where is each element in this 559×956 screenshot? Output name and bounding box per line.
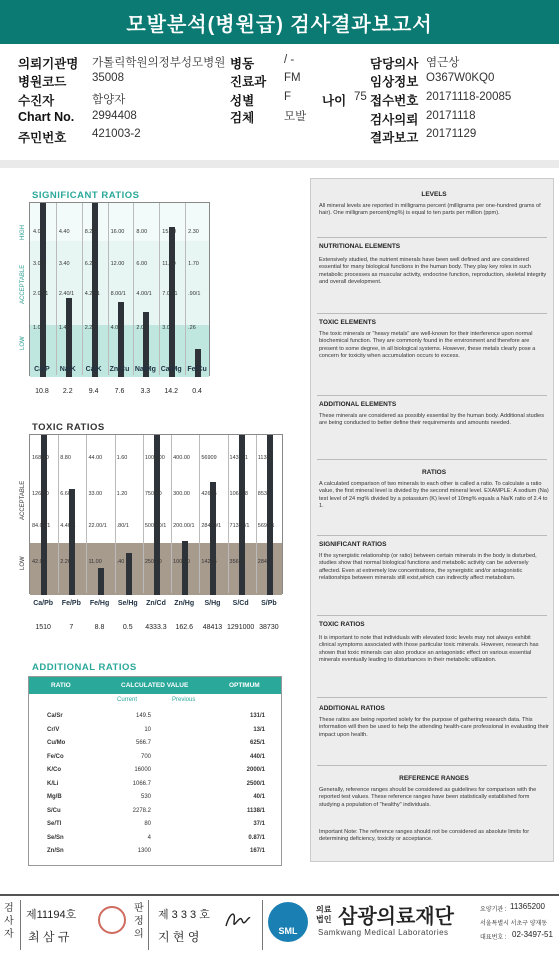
ratio-current: 1300	[137, 848, 151, 854]
report-title: 모발분석(병원급) 검사결과보고서	[0, 0, 559, 44]
tox-xlabel: Se/Hg	[117, 600, 138, 607]
sig-zone-low: LOW	[20, 336, 26, 350]
tox-value: 8.8	[94, 624, 105, 631]
address: 서울특별시 서초구 양재동	[480, 921, 548, 927]
ref-text: Generally, reference ranges should be considered as guidelines for comparison with the reported test values. These reference ranges have been statistically established form studying a population of "healthy" individuals.	[319, 787, 537, 808]
notes-panel	[310, 178, 554, 862]
ratio-name: K/Li	[47, 780, 59, 787]
tox-tick: .40	[116, 559, 125, 565]
toxic-chart	[29, 434, 283, 594]
tox-tick: 400.00	[173, 455, 190, 461]
chart-label: Chart No.	[18, 110, 75, 124]
ratio-name: Se/Tl	[47, 821, 62, 827]
sig-tick: 2.40/1	[58, 291, 75, 297]
chart-value: 2994408	[92, 110, 137, 122]
tox-tick: 143321	[229, 455, 248, 461]
tox-value: 1510	[35, 624, 51, 631]
age-value: 75	[354, 91, 367, 103]
approver-label: 판정의	[134, 903, 144, 940]
sig-text: If the synergistic relationship (or ratio) between certain minerals in the body is disturbed, studies show that normal biological functions and metabolic activity can be adversely affected. Even at extremely low concentrations, the synergistic and/or antagonistic relationships between minerals still exist,which can indirectly affect metabolism.	[319, 553, 537, 582]
significant-chart	[29, 202, 210, 376]
sig-tick: 8.20	[84, 229, 96, 235]
sig-tick: 2.00/1	[33, 291, 49, 297]
sig-col-divider	[56, 203, 57, 375]
sex-label: 성별	[230, 94, 255, 108]
ratio-optimum: 2500/1	[246, 780, 265, 787]
tox-xlabel: Fe/Hg	[89, 600, 110, 607]
specimen-value: 모발	[284, 111, 307, 123]
significant-title: SIGNIFICANT RATIOS	[32, 190, 140, 201]
tox-tick: 33.00	[88, 491, 103, 497]
specimen-label: 검체	[230, 111, 255, 125]
sig-tick: 4.20/1	[84, 291, 100, 297]
sig-tick: 8.00/1	[110, 291, 126, 297]
ratio-current: 80	[144, 821, 151, 827]
clinical-label: 임상정보	[370, 75, 419, 89]
report-label: 결과보고	[370, 131, 419, 145]
section-divider	[0, 160, 559, 168]
sig-xlabel: Ca/P	[34, 366, 50, 373]
approver-signature	[222, 906, 252, 936]
ratio-current: 1066.7	[132, 780, 151, 787]
sig-col-divider	[185, 203, 186, 375]
sig-tick: 12.00	[110, 261, 125, 267]
tox-value: 38730	[259, 624, 279, 631]
sig-xlabel: Ca/Mg	[160, 366, 182, 373]
tox-tick: 22.00/1	[88, 523, 107, 529]
sig-xlabel: Ca/K	[85, 366, 102, 373]
sig-col-divider	[159, 203, 160, 375]
tox-xlabel: S/Hg	[204, 600, 221, 607]
sig-tick: 1.70	[188, 261, 199, 267]
ratio-optimum: 2000/1	[246, 767, 265, 773]
ratio-name: Mg/B	[47, 794, 62, 800]
sig-xlabel: Zn/Cu	[109, 366, 130, 373]
tox-value: 48413	[202, 624, 223, 631]
toxic-text: The toxic minerals or "heavy metals" are well-known for their interference upon normal biochemical function. They are commonly found in the environment and therefore are present to some degree, in all biological systems. However, these metals clearly pose a concern for toxicity when accumulation occurs to excess.	[319, 331, 536, 360]
sig-tick: 3.00	[33, 261, 44, 267]
phone-value: 11365200	[510, 902, 545, 911]
sig-tick: 4.40	[58, 229, 70, 235]
tox-tick: 300.00	[173, 491, 190, 497]
sig-col-divider	[108, 203, 109, 375]
sex-value: F	[284, 91, 292, 103]
tox-value: 162.6	[175, 624, 193, 631]
tox-tick: 42675	[201, 491, 217, 497]
sig-tick: 6.00	[136, 261, 148, 267]
tox-tick: 100.00	[173, 559, 190, 565]
sml-text: SML	[278, 926, 298, 936]
sml-logo-icon	[268, 902, 308, 942]
tox-tick: 28450/1	[201, 523, 222, 529]
tox-col-divider	[86, 435, 87, 593]
important-text: Important Note: The reference ranges should not be considered as absolute limits for determining deficiency, toxicity or acceptance.	[319, 829, 530, 843]
additional-heading: ADDITIONAL ELEMENTS	[319, 401, 397, 408]
tox-bar-fe-pb	[69, 489, 75, 595]
sig-tick: 7.00/1	[162, 291, 178, 297]
head-ratio: RATIO	[51, 682, 71, 689]
tox-value: 7	[69, 624, 74, 631]
sig-tick: 3.40	[58, 261, 70, 267]
nutritional-heading: NUTRITIONAL ELEMENTS	[319, 243, 401, 250]
phone-label: 요양기관 :	[480, 907, 507, 913]
inspector-seal	[98, 906, 126, 934]
tox-tick: 5690/1	[257, 523, 275, 529]
ratio-name: K/Co	[47, 767, 61, 773]
toxic-heading: TOXIC ELEMENTS	[319, 319, 376, 326]
sig-tick: 8.00	[136, 229, 148, 235]
tox-xlabel: Zn/Cd	[146, 600, 166, 607]
tox-xlabel: Fe/Pb	[61, 600, 81, 607]
sig-value: 9.4	[88, 388, 99, 395]
tel-label: 대표번호 :	[480, 935, 507, 941]
addr-heading: ADDITIONAL RATIOS	[319, 705, 385, 712]
sig-xlabel: Na/Mg	[134, 366, 156, 373]
request-label: 검사의뢰	[370, 113, 419, 127]
sig-heading: SIGNIFICANT RATIOS	[319, 541, 387, 548]
tox-tick: 4.40/1	[60, 523, 76, 529]
levels-text: All mineral levels are reported in milligrams percent (milligrams per one-hundred grams of hair). One milligram percent(mg%) is equal to ten parts per million (ppm).	[319, 203, 541, 217]
sig-tick: .26	[188, 325, 196, 331]
additional-table	[28, 676, 282, 866]
sig-tick: 4.00/1	[136, 291, 152, 297]
ratio-optimum: 625/1	[249, 740, 265, 746]
tox-tick: 126.00	[32, 491, 49, 497]
tox-tick: 11380	[257, 455, 273, 461]
ratio-optimum: 37/1	[253, 821, 265, 827]
tox-zone-low: LOW	[20, 556, 26, 570]
patient-label: 수진자	[18, 94, 55, 108]
sig-value: 7.6	[114, 388, 125, 395]
tox-tick: 44.00	[88, 455, 103, 461]
sub-previous: Previous	[172, 697, 196, 703]
ratio-name: Cu/Mo	[47, 740, 66, 746]
org-small2: 법인	[316, 915, 332, 924]
org-en: Samkwang Medical Laboratories	[318, 928, 449, 937]
ratio-optimum: 440/1	[249, 753, 265, 760]
head-opt: OPTIMUM	[229, 682, 260, 689]
id-label: 주민번호	[18, 131, 67, 145]
additional-title: ADDITIONAL RATIOS	[32, 662, 137, 673]
doctor-label: 담당의사	[370, 57, 419, 71]
additional-text: These minerals are considered as possibly essential by the human body. Additional studies are being conducted to better define their requirements and amounts needed.	[319, 413, 545, 427]
ratio-optimum: 167/1	[249, 848, 265, 854]
levels-heading: LEVELS	[421, 191, 447, 198]
tox-value: 4333.3	[145, 624, 167, 631]
sig-zone-acceptable: ACCEPTABLE	[20, 264, 26, 304]
receipt-value: 20171118-20085	[426, 91, 512, 103]
sig-value: 0.4	[192, 388, 202, 395]
sig-value: 3.3	[140, 388, 151, 395]
org-name: 삼광의료재단	[338, 906, 454, 928]
ratio-current: 530	[140, 794, 151, 800]
ratio-name: Cr/V	[47, 726, 60, 733]
tox-col-divider	[256, 435, 257, 593]
tox-xlabel: S/Pb	[261, 600, 277, 607]
ratio-name: Se/Sn	[47, 834, 64, 841]
sig-tick: 2.00	[136, 325, 148, 331]
sig-zone-high: HIGH	[20, 225, 26, 240]
head-calc: CALCULATED VALUE	[121, 682, 189, 689]
tox-xlabel: Zn/Hg	[174, 600, 195, 607]
ratio-optimum: 40/1	[253, 794, 265, 800]
approver-no: 제 3 3 3 호	[158, 909, 210, 921]
tox-tick: 2845	[257, 559, 271, 565]
org-small1: 의료	[316, 905, 332, 914]
tox-bar-s-hg	[210, 482, 216, 595]
doctor-value: 염근상	[426, 57, 460, 69]
toxr-text: It is important to note that individuals with elevated toxic levels may not always exhibit clinical symptoms associated with those particular toxic minerals. However, research has shown that toxic minerals can also produce an antagonistic effect on various essential minerals eventually leading to disturbances in their metabolic utilization.	[319, 635, 539, 664]
sub-current: Current	[117, 697, 138, 703]
ratio-current: 149.5	[135, 713, 151, 719]
sig-value: 2.2	[62, 388, 73, 395]
dept-value: FM	[284, 72, 301, 84]
ratio-current: 566.7	[135, 740, 151, 746]
sig-tick: 4.00	[110, 325, 122, 331]
tox-col-divider	[228, 435, 229, 593]
ratio-current: 16000	[134, 767, 151, 773]
tox-col-divider	[58, 435, 59, 593]
sig-col-divider	[82, 203, 83, 375]
sig-tick: 15.00	[162, 229, 177, 235]
footer	[0, 894, 559, 954]
tox-col-divider	[115, 435, 116, 593]
sig-tick: 2.20	[84, 325, 96, 331]
tox-tick: 250.00	[144, 559, 162, 565]
tox-tick: 1.20	[116, 491, 128, 497]
tox-tick: 750.00	[144, 491, 162, 497]
tox-tick: 1.60	[116, 455, 128, 461]
sig-xlabel: Na/K	[59, 366, 76, 373]
tox-xlabel: S/Cd	[232, 600, 249, 607]
inspector-label: 검사자	[4, 903, 14, 940]
id-value: 421003-2	[92, 128, 141, 140]
tox-tick: 168.00	[32, 455, 49, 461]
ratios-heading: RATIOS	[421, 469, 447, 476]
sig-tick: 3.00	[162, 325, 173, 331]
tox-tick: 71326/1	[229, 523, 250, 529]
tox-tick: 8.80	[60, 455, 71, 461]
sig-tick: 1.00	[33, 325, 44, 331]
ratio-name: Fe/Co	[47, 753, 64, 760]
tox-zone-acceptable: ACCEPTABLE	[20, 480, 26, 520]
ratio-current: 700	[140, 753, 151, 760]
ratios-text: A calculated comparison of two minerals to each other is called a ratio. To calculate a ratio value, the first mineral level is divided by the second mineral level. EXAMPLE: A sodium (Na) test level of 24 mg% divided by a potassium (K) level of 10mg% equals a Na/K ratio of 2.4 to 1.	[319, 481, 549, 510]
report-value: 20171129	[426, 128, 477, 140]
sig-tick: 16.00	[110, 229, 125, 235]
patient-info	[0, 46, 559, 150]
tox-col-divider	[143, 435, 144, 593]
nutritional-text: Extensively studied, the nutrient minerals have been well defined and are considered essential for many biological functions in the human body. They play key roles in such metabolic processes as muscular activity, endocrine function, reproduction, skeletal integrity and overall development.	[319, 257, 547, 286]
ref-heading: REFERENCE RANGES	[399, 775, 469, 782]
sig-tick: .90/1	[188, 291, 201, 297]
ratio-optimum: 1138/1	[246, 807, 265, 814]
dept-label: 진료과	[230, 75, 267, 89]
tox-tick: 2.20	[60, 559, 71, 565]
patient-value: 함양자	[92, 94, 126, 106]
ratio-optimum: 0.87/1	[248, 834, 265, 841]
inspector-no: 제11194호	[26, 909, 77, 921]
receipt-label: 접수번호	[370, 94, 419, 108]
ratio-name: Zn/Sn	[47, 848, 64, 854]
tox-tick: 200.00/1	[173, 523, 195, 529]
tel-value: 02-3497-51	[512, 930, 553, 939]
ratio-optimum: 131/1	[249, 713, 265, 719]
sig-tick: 11.00	[162, 261, 176, 267]
tox-xlabel: Ca/Pb	[33, 600, 54, 607]
institution-label: 의뢰기관명	[18, 57, 79, 71]
ratio-name: Ca/Sr	[47, 713, 63, 719]
ward-label: 병동	[230, 57, 255, 71]
ratio-optimum: 13/1	[253, 726, 265, 733]
tox-tick: 1000.00	[144, 455, 165, 461]
tox-tick: 106988	[229, 491, 248, 497]
tox-bar-se-hg	[126, 553, 132, 595]
tox-col-divider	[199, 435, 200, 593]
toxr-heading: TOXIC RATIOS	[319, 621, 365, 628]
tox-tick: 35663	[229, 559, 245, 565]
sig-tick: 1.40	[58, 325, 70, 331]
institution-value: 가톨릭학원의정부성모병원	[92, 57, 226, 69]
tox-tick: .80/1	[116, 523, 129, 529]
sig-value: 14.2	[164, 388, 179, 395]
tox-tick: 42.00	[32, 559, 46, 565]
ratio-name: S/Cu	[47, 807, 61, 814]
request-value: 20171118	[426, 110, 476, 122]
ratio-current: 10	[144, 726, 151, 733]
inspector-name: 최 삼 규	[28, 930, 70, 944]
approver-name: 지 현 영	[158, 930, 200, 944]
toxic-title: TOXIC RATIOS	[32, 422, 105, 433]
tox-tick: 6.60	[60, 491, 71, 497]
tox-bar-fe-hg	[98, 568, 104, 595]
tox-tick: 14225	[201, 559, 217, 565]
sig-value: 10.8	[35, 388, 49, 395]
additional-header	[29, 677, 281, 694]
tox-col-divider	[171, 435, 172, 593]
sig-tick: 6.20	[84, 261, 96, 267]
tox-bar-zn-hg	[182, 541, 188, 595]
clinical-value: O367W0KQ0	[426, 72, 495, 84]
sig-xlabel: Fe/Cu	[187, 366, 207, 373]
ward-value: / -	[284, 54, 295, 66]
addr-text: These ratios are being reported solely for the purpose of gathering research data. This information will then be used to help the attending health-care professional in evaluating their impact upon health.	[319, 717, 549, 738]
sig-bar-ca-mg	[169, 227, 175, 377]
tox-tick: 84.00/1	[32, 523, 51, 529]
hospital-code-value: 35008	[92, 72, 124, 84]
tox-tick: 11.00	[88, 559, 102, 565]
ratio-current: 4	[147, 834, 151, 841]
tox-tick: 8535	[257, 491, 271, 497]
tox-tick: 56909	[201, 455, 217, 461]
hospital-code-label: 병원코드	[18, 75, 67, 89]
age-label: 나이	[322, 94, 347, 108]
tox-value: 0.5	[122, 624, 133, 631]
ratio-current: 2278.2	[132, 807, 151, 814]
sig-col-divider	[133, 203, 134, 375]
sig-tick: 4.00	[33, 229, 44, 235]
tox-value: 1291000	[227, 624, 255, 631]
tox-tick: 500.00/1	[144, 523, 167, 529]
sig-tick: 2.30	[188, 229, 199, 235]
